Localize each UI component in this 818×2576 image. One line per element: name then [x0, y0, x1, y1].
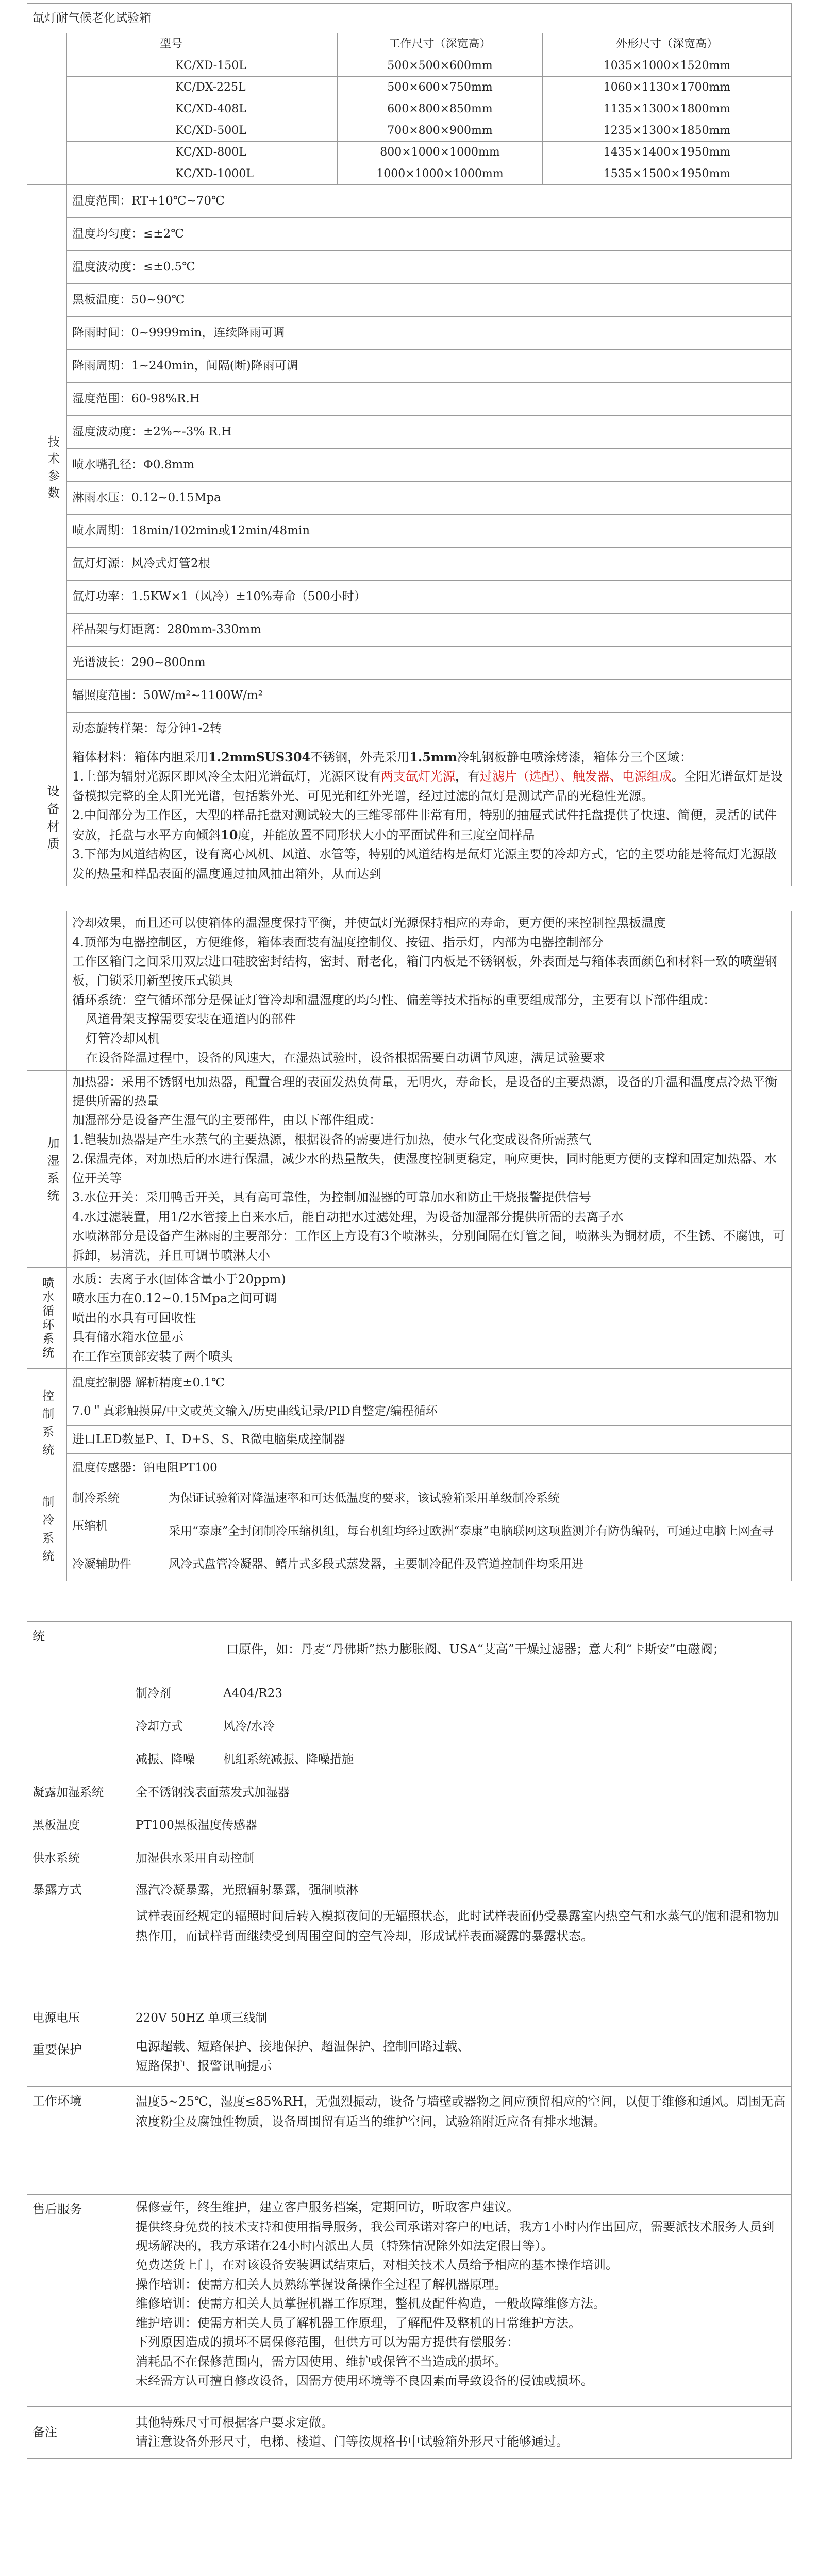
- section-label-water: 喷水循环系统: [27, 1267, 67, 1368]
- param-row: 温度波动度：≤±0.5℃: [67, 251, 792, 284]
- refrig-row-value: 风冷式盘管冷凝器、鳍片式多段式蒸发器，主要制冷配件及管道控制件均采用进: [163, 1548, 792, 1581]
- model-name: KC/XD-150L: [67, 55, 338, 77]
- humid-line: 3.水位开关：采用鸭舌开关，具有高可靠性，为控制加湿器的可靠加水和防止干烧报警提供信号: [72, 1190, 591, 1205]
- model-name: KC/DX-225L: [67, 77, 338, 98]
- env-value: 温度5~25℃，湿度≤85%RH，无强烈振动，设备与墙壁或器物之间应预留相应的空间，以便于维修和通风。周围无高浓度粉尘及腐蚀性物质，设备周围留有适当的维护空间，试验箱附近应备有排水地漏。: [130, 2087, 792, 2195]
- note-value: [130, 2406, 792, 2458]
- param-row: 氙灯功率：1.5KW×1（风冷）±10%寿命（500小时）: [67, 581, 792, 614]
- service-label: 售后服务: [27, 2195, 130, 2406]
- refrig-sub-label: 冷却方式: [130, 1710, 218, 1743]
- humid-line: 加热器：采用不锈钢电加热器，配置合理的表面发热负荷量，无明火，寿命长，是设备的主要热源，设备的升温和温度点冷热平衡提供所需的热量: [72, 1074, 777, 1108]
- refrig-row-label: 制冷系统: [67, 1482, 163, 1515]
- water-line: 具有储水箱水位显示: [72, 1330, 183, 1345]
- control-row: 温度传感器：铂电阻PT100: [67, 1454, 792, 1482]
- service-line: 下列原因造成的损坏不属保修范围，但供方可以为需方提供有偿服务：: [136, 2335, 519, 2350]
- cont-line: 工作区箱门之间采用双层进口硅胶密封结构，密封、耐老化，箱门内板是不锈钢板，外表面是与箱体表面颜色和材料一致的喷塑钢板，门锁采用新型按压式锁具: [72, 954, 777, 988]
- exposure-label: 暴露方式: [27, 1875, 130, 2002]
- humid-line: 加湿部分是设备产生湿气的主要部件，由以下部件组成：: [72, 1113, 381, 1128]
- note-line: 其他特殊尺寸可根据客户要求定做。: [136, 2415, 333, 2430]
- item-label: 凝露加湿系统: [27, 1776, 130, 1809]
- section-label-material: 设备材质: [27, 745, 67, 886]
- power-value: 220V 50HZ 单项三线制: [130, 2002, 792, 2035]
- power-label: 电源电压: [27, 2002, 130, 2035]
- service-line: 保修壹年，终生维护，建立客户服务档案，定期回访，听取客户建议。: [136, 2200, 519, 2215]
- param-row: 降雨时间：0~9999min，连续降雨可调: [67, 317, 792, 350]
- material-zone-2: 2.中间部分为工作区，大型的样品托盘对测试较大的三维零部件非常有用，特别的抽屉式试件托盘提供了快速、简便，灵活的试件安放，托盘与水平方向倾斜10度，并能放置不同形状大小的平面试件和三度空间样品: [72, 808, 777, 842]
- model-outer-size: 1035×1000×1520mm: [543, 55, 792, 77]
- model-name: KC/XD-800L: [67, 142, 338, 163]
- param-row: 辐照度范围：50W/m²~1100W/m²: [67, 680, 792, 713]
- water-line: 喷出的水具有可回收性: [72, 1310, 196, 1325]
- exposure-mode: 湿汽冷凝暴露，光照辐射暴露，强制喷淋: [130, 1875, 792, 1904]
- service-line: 维护培训：使需方相关人员了解机器工作原理，了解配件及整机的日常维护方法。: [136, 2315, 581, 2330]
- model-work-size: 700×800×900mm: [338, 120, 543, 142]
- refrig-origin: 口原件，如：丹麦“丹佛斯”热力膨胀阀、USA“艾高”干燥过滤器；意大利“卡斯安”电磁阀；: [130, 1622, 792, 1677]
- service-line: 免费送货上门，在对该设备安装调试结束后，对相关技术人员给予相应的基本操作培训。: [136, 2258, 618, 2273]
- doc-title: 氙灯耐气候老化试验箱: [27, 4, 792, 33]
- material-intro: 箱体材料：箱体内胆采用1.2mmSUS304不锈钢，外壳采用1.5mm冷轧钢板静电喷涂烤漆，箱体分三个区域：: [72, 750, 692, 765]
- water-description: [67, 1267, 792, 1368]
- material-continued: [67, 911, 792, 1071]
- item-value: PT100黑板温度传感器: [130, 1809, 792, 1842]
- service-line: 提供终身免费的技术支持和使用指导服务，我公司承诺对客户的电话，我方1小时内作出回应，需要派技术服务人员到现场解决的，我方承诺在24小时内派出人员（特殊情况除外如法定假日等）。: [136, 2219, 775, 2253]
- env-label: 工作环境: [27, 2087, 130, 2195]
- humid-line: 4.水过滤装置，用1/2水管接上自来水后，能自动把水过滤处理，为设备加湿部分提供所需的去离子水: [72, 1209, 624, 1224]
- model-outer-size: 1135×1300×1800mm: [543, 98, 792, 120]
- col-header-work-size: 工作尺寸（深宽高）: [338, 33, 543, 55]
- param-row: 降雨周期：1~240min，间隔(断)降雨可调: [67, 350, 792, 383]
- humid-line: 水喷淋部分是设备产生淋雨的主要部分：工作区上方设有3个喷淋头，分别间隔在灯管之间，喷淋头为铜材质，不生锈、不腐蚀，可拆卸，易清洗，并且可调节喷淋大小: [72, 1229, 786, 1263]
- refrig-row-label: 压缩机: [67, 1515, 163, 1548]
- param-row: 湿度范围：60-98%R.H: [67, 383, 792, 416]
- param-row: 湿度波动度：±2%~-3% R.H: [67, 416, 792, 449]
- water-line: 在工作室顶部安装了两个喷头: [72, 1349, 233, 1364]
- model-outer-size: 1235×1300×1850mm: [543, 120, 792, 142]
- model-work-size: 600×800×850mm: [338, 98, 543, 120]
- refrig-sub-value: 风冷/水冷: [218, 1710, 792, 1743]
- section-label-humid: 加湿系统: [27, 1070, 67, 1267]
- protect-line: 电源超载、短路保护、接地保护、超温保护、控制回路过载、: [136, 2039, 470, 2054]
- item-value: 全不锈钢浅表面蒸发式加湿器: [130, 1776, 792, 1809]
- cont-line: 风道骨架支撑需要安装在通道内的部件: [86, 1012, 296, 1027]
- control-row: 进口LED数显P、I、D+S、S、R微电脑集成控制器: [67, 1426, 792, 1454]
- humid-line: 1.铠装加热器是产生水蒸气的主要热源，根据设备的需要进行加热，使水气化变成设备所需蒸气: [72, 1132, 591, 1147]
- model-work-size: 500×600×750mm: [338, 77, 543, 98]
- model-blank-cell: [27, 33, 67, 185]
- refrig-row-label: 冷凝辅助件: [67, 1548, 163, 1581]
- material-zone-3: 3.下部为风道结构区，设有离心风机、风道、水管等，特别的风道结构是氙灯光源主要的冷却方式，它的主要功能是将氙灯光源散发的热量和样品表面的温度通过抽风抽出箱外，从而达到: [72, 847, 777, 881]
- exposure-description: 试样表面经规定的辐照时间后转入模拟夜间的无辐照状态，此时试样表面仍受暴露室内热空气和水蒸气的饱和混和物加热作用，而试样背面继续受到周围空间的空气冷却，形成试样表面凝露的暴露状态。: [130, 1904, 792, 2002]
- item-value: 加湿供水采用自动控制: [130, 1842, 792, 1875]
- control-row: 温度控制器 解析精度±0.1℃: [67, 1369, 792, 1397]
- refrig-sub-value: A404/R23: [218, 1677, 792, 1710]
- param-row: 黑板温度：50~90℃: [67, 284, 792, 317]
- col-header-outer-size: 外形尺寸（深宽高）: [543, 33, 792, 55]
- service-line: 消耗品不在保修范围内，需方因使用、维护或保管不当造成的损坏。: [136, 2354, 507, 2369]
- water-line: 喷水压力在0.12~0.15Mpa之间可调: [72, 1291, 277, 1306]
- control-row: 7.0＂真彩触摸屏/中文或英文输入/历史曲线记录/PID自整定/编程循环: [67, 1397, 792, 1426]
- param-row: 喷水嘴孔径：Φ0.8mm: [67, 449, 792, 482]
- param-row: 喷水周期：18min/102min或12min/48min: [67, 515, 792, 548]
- cont-line: 灯管冷却风机: [86, 1031, 160, 1046]
- model-name: KC/XD-1000L: [67, 163, 338, 185]
- blank-label-cell: [27, 911, 67, 1071]
- model-outer-size: 1535×1500×1950mm: [543, 163, 792, 185]
- humid-description: [67, 1070, 792, 1267]
- item-label: 供水系统: [27, 1842, 130, 1875]
- protect-value: [130, 2035, 792, 2087]
- param-row: 温度范围：RT+10℃~70℃: [67, 185, 792, 218]
- refrig-row-value: 为保证试验箱对降温速率和可达低温度的要求，该试验箱采用单级制冷系统: [163, 1482, 792, 1515]
- refrig-sub-label: 减振、降噪: [130, 1743, 218, 1776]
- service-line: 未经需方认可擅自修改设备，因需方使用环境等不良因素而导致设备的侵蚀或损坏。: [136, 2374, 593, 2388]
- cont-line: 4.顶部为电器控制区，方便维修，箱体表面装有温度控制仪、按钮、指示灯，内部为电器控制部分: [72, 935, 604, 950]
- param-row: 氙灯灯源：风冷式灯管2根: [67, 548, 792, 581]
- spec-table-continued: [27, 911, 792, 1581]
- item-label: 黑板温度: [27, 1809, 130, 1842]
- refrig-row-value: 采用“泰康”全封闭制冷压缩机组，每台机组均经过欧洲“泰康”电脑联网这项监测并有防伪编码，可通过电脑上网查寻: [163, 1515, 792, 1548]
- model-work-size: 500×500×600mm: [338, 55, 543, 77]
- refrig-sub-value: 机组系统减振、降噪措施: [218, 1743, 792, 1776]
- model-work-size: 1000×1000×1000mm: [338, 163, 543, 185]
- spec-table-main: [27, 3, 792, 886]
- section-label-control: 控制系统: [27, 1369, 67, 1482]
- param-row: 温度均匀度：≤±2℃: [67, 218, 792, 251]
- param-row: 淋雨水压：0.12~0.15Mpa: [67, 482, 792, 515]
- model-name: KC/XD-500L: [67, 120, 338, 142]
- note-label: 备注: [27, 2406, 130, 2458]
- param-row: 光谱波长：290~800nm: [67, 647, 792, 680]
- refrig-sub-label: 制冷剂: [130, 1677, 218, 1710]
- model-name: KC/XD-408L: [67, 98, 338, 120]
- col-header-model: 型号: [67, 33, 338, 55]
- water-line: 水质：去离子水(固体含量小于20ppm): [72, 1272, 286, 1286]
- service-value: [130, 2195, 792, 2406]
- cont-line: 冷却效果，而且还可以使箱体的温湿度保持平衡，并使氙灯光源保持相应的寿命，更方便的来控制控黑板温度: [72, 916, 666, 930]
- service-line: 维修培训：使需方相关人员掌握机器工作原理，整机及配件构造，一般故障维修方法。: [136, 2296, 606, 2311]
- material-description: [67, 745, 792, 886]
- model-outer-size: 1435×1400×1950mm: [543, 142, 792, 163]
- section-label-system: 统: [27, 1622, 130, 1776]
- cont-line: 在设备降温过程中，设备的风速大，在湿热试验时，设备根据需要自动调节风速，满足试验要求: [86, 1050, 605, 1065]
- spec-document: [27, 0, 791, 2459]
- spec-table-final: [27, 1621, 792, 2458]
- model-outer-size: 1060×1130×1700mm: [543, 77, 792, 98]
- protect-label: 重要保护: [27, 2035, 130, 2087]
- cont-line: 循环系统：空气循环部分是保证灯管冷却和温湿度的均匀性、偏差等技术指标的重要组成部分，主要有以下部件组成：: [72, 992, 715, 1007]
- note-line: 请注意设备外形尺寸，电梯、楼道、门等按规格书中试验箱外形尺寸能够通过。: [136, 2434, 569, 2449]
- section-label-tech: 技术参数: [27, 185, 67, 745]
- param-row: 动态旋转样架：每分钟1-2转: [67, 713, 792, 745]
- section-label-refrig: 制冷系统: [27, 1482, 67, 1581]
- model-work-size: 800×1000×1000mm: [338, 142, 543, 163]
- material-zone-1: 1.上部为辐射光源区即风冷全太阳光谱氙灯，光源区设有两支氙灯光源，有过滤片（选配）、触发器、电源组成。全阳光谱氙灯是设备模拟完整的全太阳光光谱，包括紫外光、可见光和红外光谱，经过过滤的氙灯是测试产品的光稳性光源。: [72, 769, 783, 803]
- humid-line: 2.保温壳体，对加热后的水进行保温，减少水的热量散失，使湿度控制更稳定，响应更快，同时能更方便的支撑和固定加热器、水位开关等: [72, 1151, 777, 1185]
- protect-line: 短路保护、报警讯响提示: [136, 2058, 272, 2073]
- param-row: 样品架与灯距离：280mm-330mm: [67, 614, 792, 647]
- service-line: 操作培训：使需方相关人员熟练掌握设备操作全过程了解机器原理。: [136, 2277, 507, 2292]
